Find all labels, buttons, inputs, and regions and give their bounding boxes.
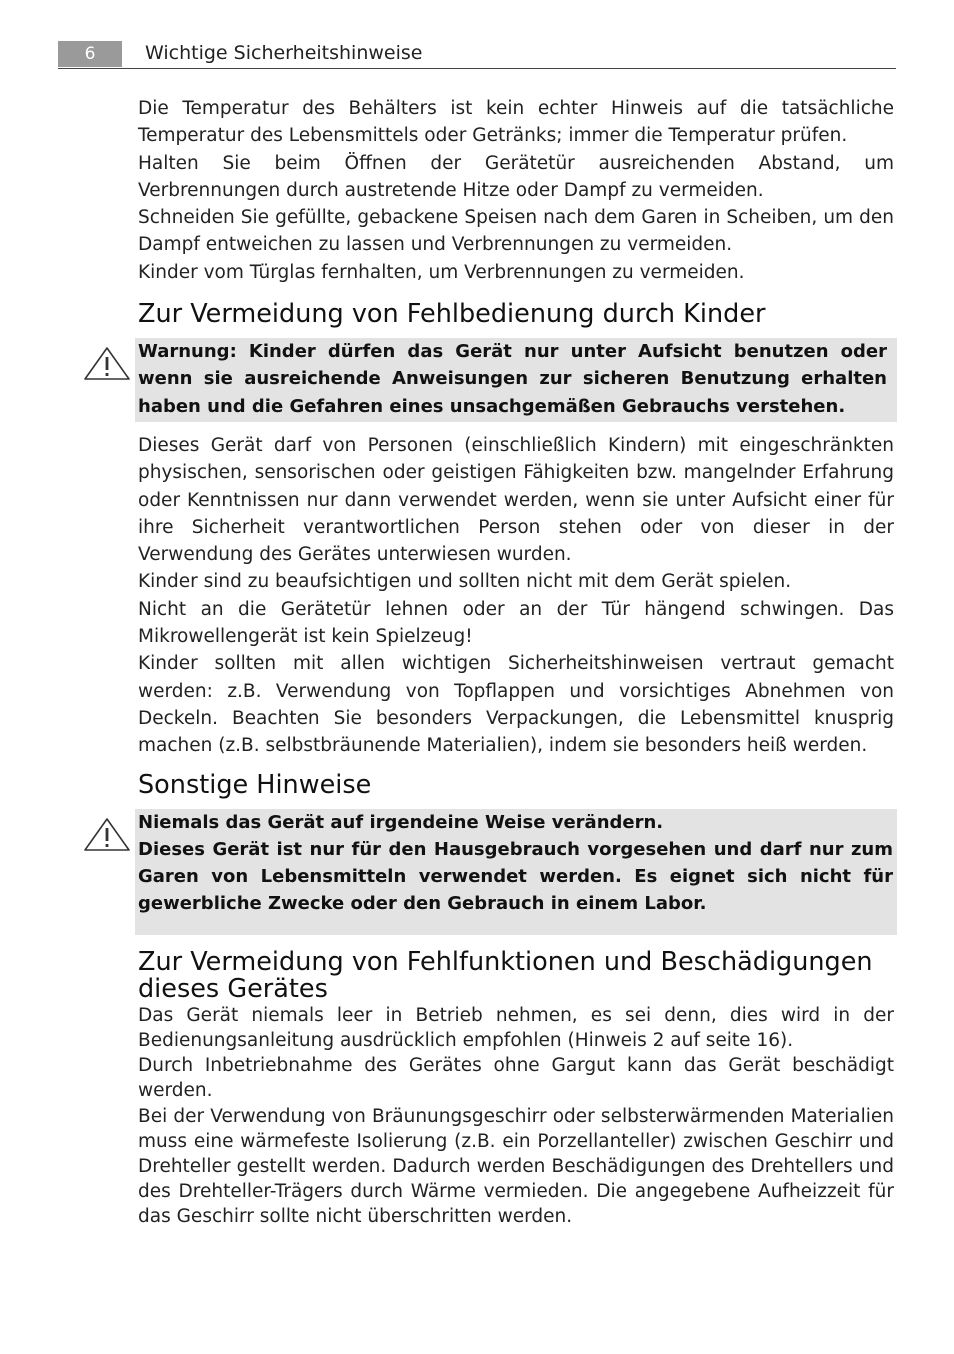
header-divider [58, 68, 896, 69]
children-safety-text [138, 432, 894, 760]
body-paragraph: Kinder sind zu beaufsichtigen und sollten nicht mit dem Gerät spielen. [138, 571, 792, 593]
section-heading-children: Zur Vermeidung von Fehlbedienung durch Kinder [138, 299, 766, 330]
section-heading-malfunctions: Zur Vermeidung von Fehlfunktionen und Beschädigungen dieses Gerätes [138, 946, 873, 1004]
intro-text [138, 95, 894, 286]
intro-paragraph: Schneiden Sie gefüllte, gebackene Speisen nach dem Garen in Scheiben, um den Dampf entweichen zu lassen und Verbrennungen zu vermeiden. [138, 207, 894, 256]
warning-triangle-icon [83, 346, 131, 382]
body-paragraph: Durch Inbetriebnahme des Gerätes ohne Gargut kann das Gerät beschädigt werden. [138, 1055, 894, 1102]
page-content [138, 95, 894, 1230]
malfunction-text [138, 1003, 894, 1230]
body-paragraph: Bei der Verwendung von Bräunungsgeschirr oder selbsterwärmenden Materialien muss eine wärmefeste Isolierung (z.B. ein Porzellanteller) zwischen Geschirr und Drehteller gestellt werden. Dadurch werden Beschädigungen des Drehtellers und des Drehteller-Trägers durch Wärme vermieden. Die angegebene Aufheizzeit für das Geschirr sollte nicht überschritten werden. [138, 1105, 894, 1228]
body-paragraph: Kinder sollten mit allen wichtigen Sicherheitshinweisen vertraut gemacht werden: z.B. Verwendung von Topflappen und vorsichtiges Abnehmen von Deckeln. Beachten Sie besonders Verpackungen, die Lebensmittel knusprig machen (z.B. selbstbräunende Materialien), indem sie besonders heiß werden. [138, 653, 894, 757]
running-header-title: Wichtige Sicherheitshinweise [145, 42, 423, 64]
warning-triangle-icon [83, 817, 131, 853]
page-number: 6 [58, 41, 122, 67]
section-heading-other-notes: Sonstige Hinweise [138, 769, 372, 800]
intro-paragraph: Die Temperatur des Behälters ist kein echter Hinweis auf die tatsächliche Temperatur des Lebensmittels oder Getränks; immer die Temperatur prüfen. [138, 98, 894, 147]
body-paragraph: Das Gerät niemals leer in Betrieb nehmen, es sei denn, dies wird in der Bedienungsanleitung ausdrücklich empfohlen (Hinweis 2 auf seite 16). [138, 1004, 894, 1051]
body-paragraph: Dieses Gerät darf von Personen (einschließlich Kindern) mit eingeschränkten physischen, sensorischen oder geistigen Fähigkeiten bzw. mangelnder Erfahrung oder Kenntnissen nur dann verwendet werden, wenn sie unter Aufsicht einer für ihre Sicherheit verantwortlichen Person stehen oder von dieser in der Verwendung des Gerätes unterwiesen wurden. [138, 434, 894, 566]
warning-text: Dieses Gerät ist nur für den Hausgebrauch vorgesehen und darf nur zum Garen von Lebensmitteln verwendet werden. Es eignet sich nicht für gewerbliche Zwecke oder den Gebrauch in einem Labor. [138, 838, 893, 915]
warning-box-other-notes [135, 809, 897, 935]
warning-text: Warnung: Kinder dürfen das Gerät nur unter Aufsicht benutzen oder wenn sie ausreichende Anweisungen zur sicheren Benutzung erhalten haben und die Gefahren eines unsachgemäßen Gebrauchs verstehen. [138, 341, 887, 417]
intro-paragraph: Kinder vom Türglas fernhalten, um Verbrennungen zu vermeiden. [138, 261, 745, 283]
warning-text: Niemals das Gerät auf irgendeine Weise verändern. [138, 811, 664, 833]
body-paragraph: Nicht an die Gerätetür lehnen oder an der Tür hängend schwingen. Das Mikrowellengerät ist kein Spielzeug! [138, 598, 894, 648]
warning-box-children [135, 338, 897, 422]
intro-paragraph: Halten Sie beim Öffnen der Gerätetür ausreichenden Abstand, um Verbrennungen durch austretende Hitze oder Dampf zu vermeiden. [138, 152, 894, 201]
